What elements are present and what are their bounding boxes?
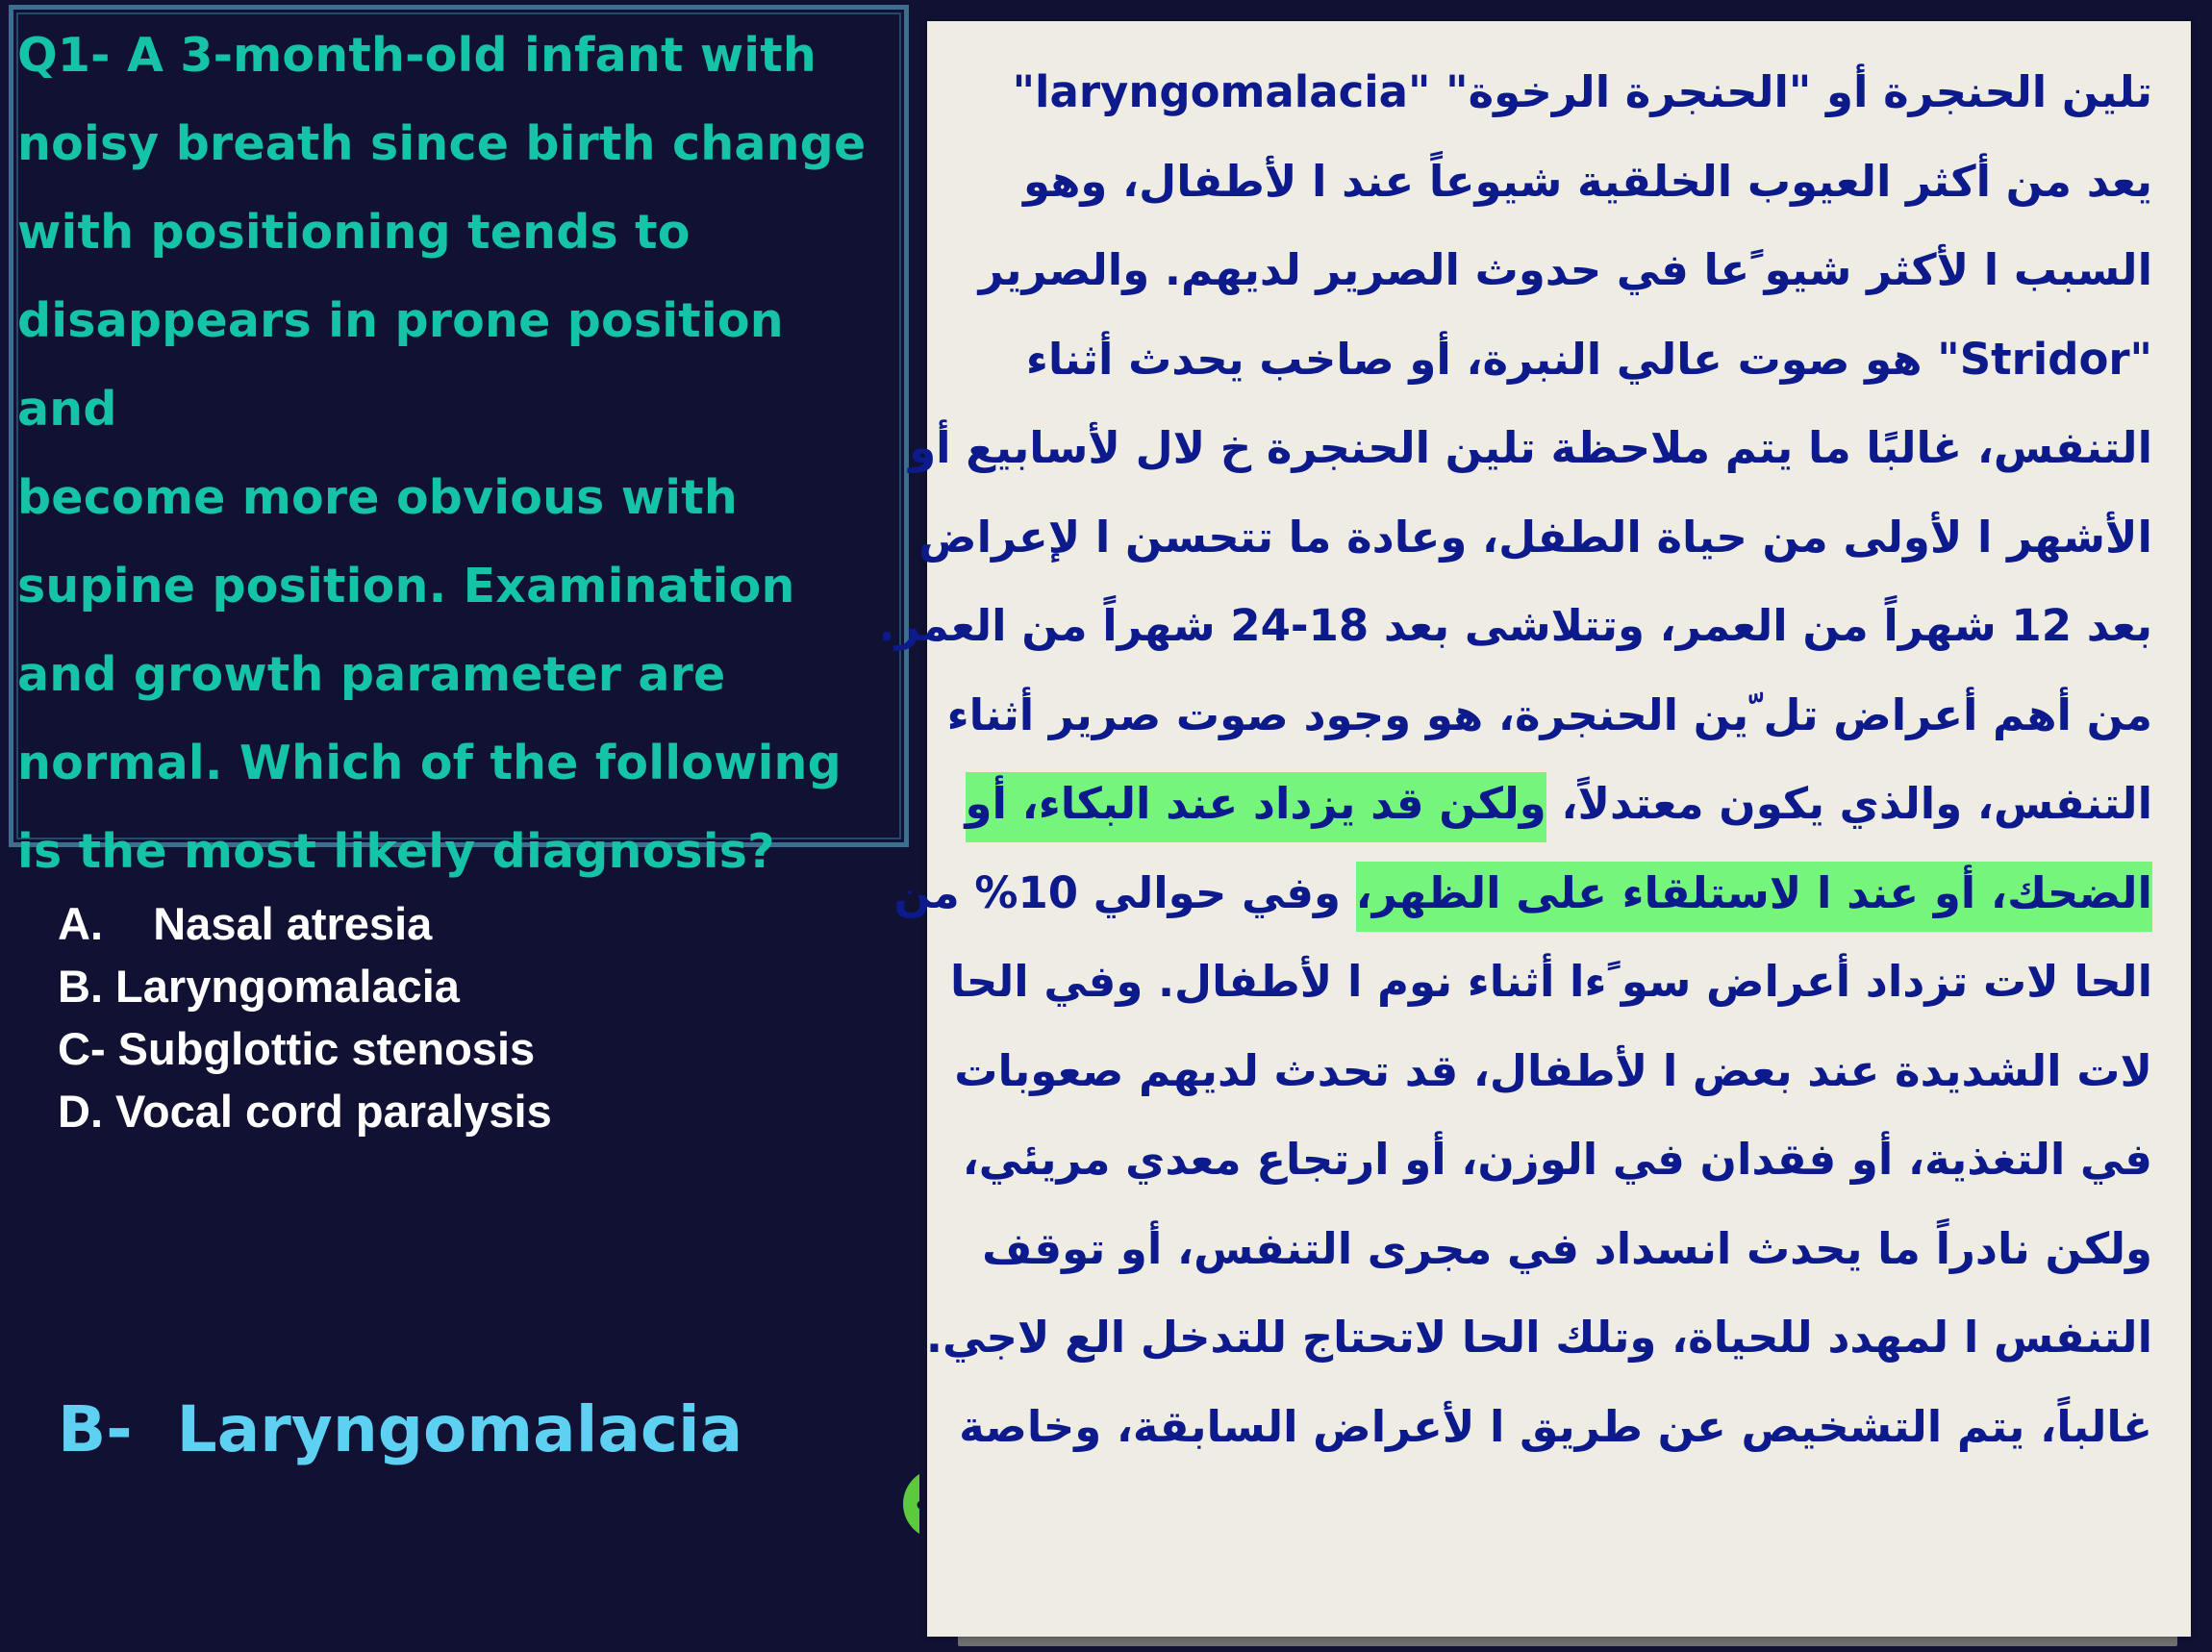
explanation-line: من أهم أعراض تل ّين الحنجرة، هو وجود صوت صرير أثناء [946,688,2152,740]
explanation-line: ولكن نادراً ما يحدث انسداد في مجرى التنفس، أو توقف [982,1222,2152,1274]
explanation-line: لات الشديدة عند بعض ا لأطفال، قد تحدث لديهم صعوبات [954,1044,2152,1096]
question-line: and growth parameter are [17,647,726,702]
question-panel [0,0,919,1652]
question-line: Q1- A 3-month-old infant with [17,28,817,83]
explanation-segment: وفي حوالي 10% من [893,866,1356,918]
question-text [17,12,897,896]
option-a[interactable]: A. Nasal atresia [58,898,433,949]
explanation-line [921,760,2152,849]
explanation-line: الحا لات تزداد أعراض سو ًءا أثناء نوم ا لأطفال. وفي الحا [950,956,2152,1007]
explanation-line: التنفس، غالبًا ما يتم ملاحظة تلين الحنجرة خ لال لأسابيع أو [909,422,2152,473]
correct-answer-label: B- Laryngomalacia [58,1392,743,1466]
explanation-line: الأشهر ا لأولى من حياة الطفل، وعادة ما تتحسن ا لإعراض [918,511,2152,563]
question-line: normal. Which of the following [17,736,842,790]
explanation-line: بعد 12 شهراً من العمر، وتتلاشى بعد 18-24 شهراً من العمر. [878,600,2152,651]
option-d[interactable]: D. Vocal cord paralysis [58,1086,552,1137]
explanation-panel [878,0,2212,1652]
question-line: disappears in prone position and [17,293,784,437]
explanation-text [878,48,2152,1471]
highlighted-text: ولكن قد يزداد عند البكاء، أو [966,772,1546,842]
question-line: supine position. Examination [17,559,795,613]
question-line: with positioning tends to [17,205,691,260]
explanation-line: غالباً، يتم التشخيص عن طريق ا لأعراض السابقة، وخاصة [959,1400,2152,1452]
check-circle-icon [769,1393,842,1466]
explanation-paper [878,21,2191,1637]
question-line: noisy breath since birth change [17,116,867,171]
explanation-line: التنفس ا لمهدد للحياة، وتلك الحا لاتحتاج للتدخل الع لاجي. [925,1312,2152,1363]
question-line: become more obvious with [17,470,738,525]
explanation-segment: التنفس، والذي يكون معتدلاً، [1546,778,2152,829]
correct-answer [58,1392,842,1466]
option-c[interactable]: C- Subglottic stenosis [58,1023,536,1074]
explanation-line: في التغذية، أو فقدان في الوزن، أو ارتجاع معدي مريئي، [962,1134,2152,1185]
explanation-line: السبب ا لأكثر شيو ًعا في حدوث الصرير لديهم. والصرير [978,244,2152,295]
question-line: is the most likely diagnosis? [17,824,775,879]
explanation-line [893,849,2152,939]
answer-options [58,892,552,1142]
explanation-line: "Stridor" هو صوت عالي النبرة، أو صاخب يحدث أثناء [1025,333,2152,385]
option-b[interactable]: B. Laryngomalacia [58,961,460,1012]
explanation-line: يعد من أكثر العيوب الخلقية شيوعاً عند ا لأطفال، وهو [1023,155,2152,207]
highlighted-text: الضحك، أو عند ا لاستلقاء على الظهر، [1356,862,2152,932]
explanation-line: تلين الحنجرة أو "الحنجرة الرخوة" "laryngomalacia" [1012,66,2152,117]
